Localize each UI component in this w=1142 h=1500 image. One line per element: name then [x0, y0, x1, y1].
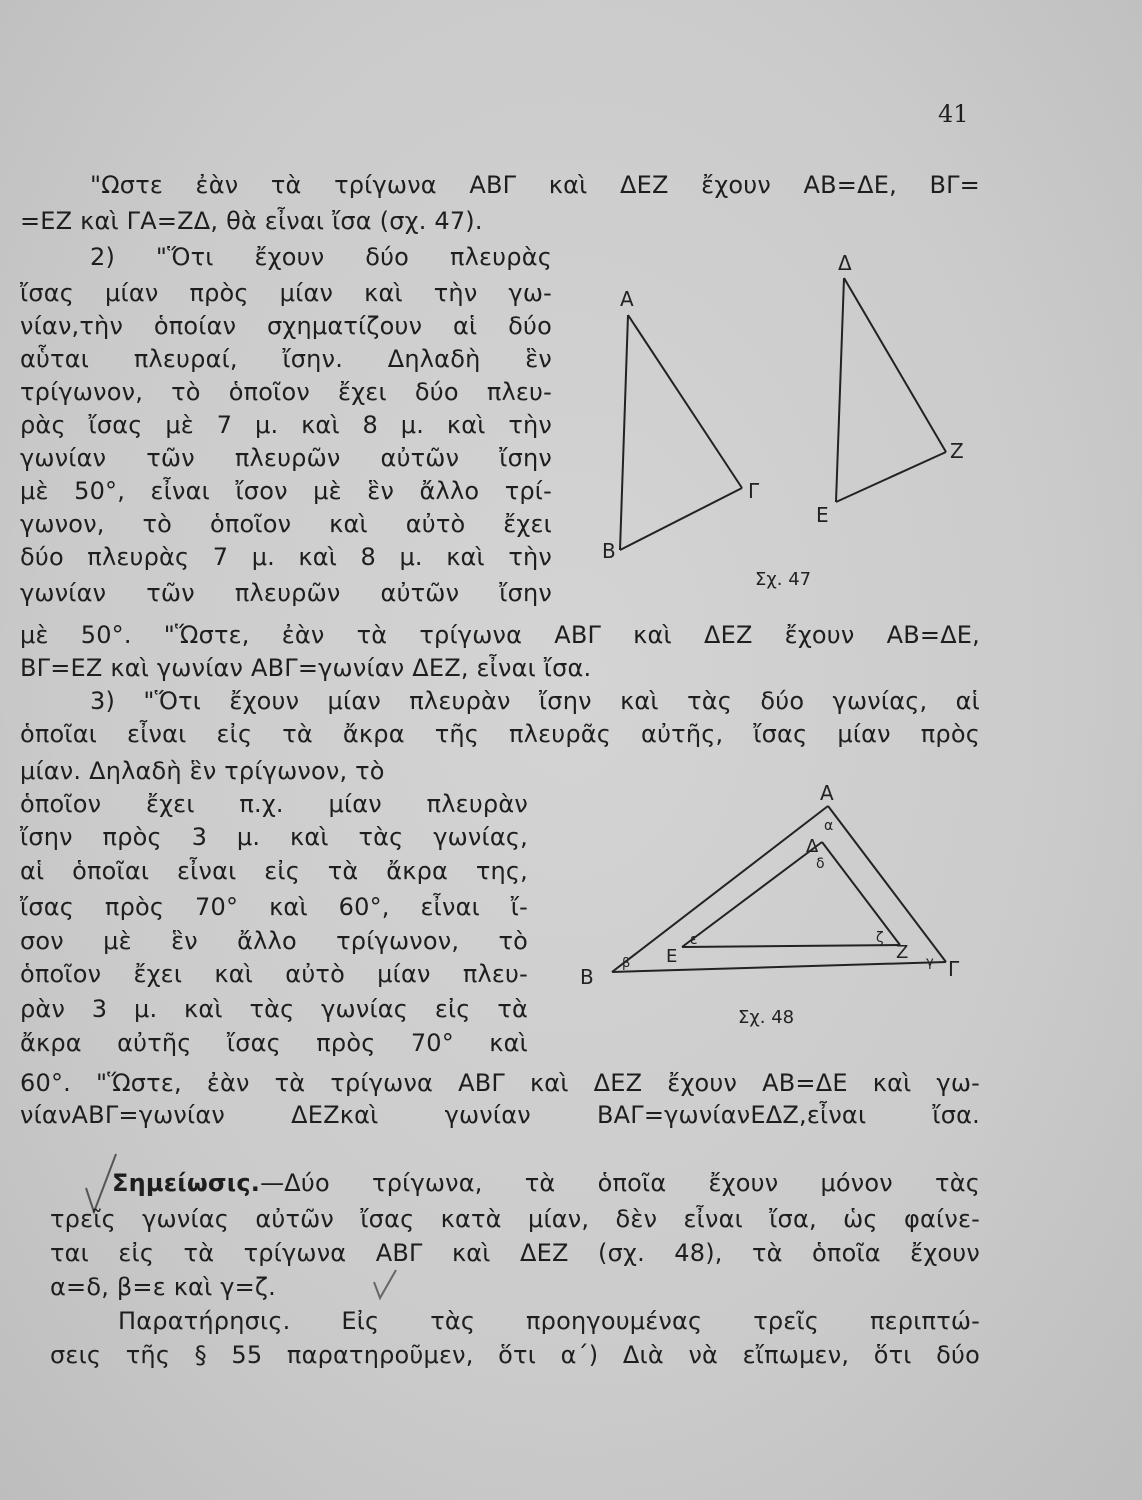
figure-caption: Σχ. 47	[755, 569, 812, 590]
triangle-side	[836, 452, 946, 502]
text-line: μὲ 50°, εἶναι ἴσον μὲ ἓν ἄλλο τρί-	[20, 477, 552, 505]
text-line: ρὰν 3 μ. καὶ τὰς γωνίας εἰς τὰ	[20, 995, 528, 1023]
text-line: ρὰς ἴσας μὲ 7 μ. καὶ 8 μ. καὶ τὴν	[20, 411, 552, 439]
triangle-side	[682, 842, 822, 947]
triangle-side	[612, 962, 946, 972]
text-line: νίανΑΒΓ=γωνίαν ΔΕΖκαὶ γωνίαν ΒΑΓ=γωνίανΕΔΖ,εἶναι ἴσα.	[20, 1101, 980, 1129]
text-line: 60°. "Ὥστε, ἐὰν τὰ τρίγωνα ΑΒΓ καὶ ΔΕΖ ἔχουν ΑΒ=ΔΕ καὶ γω-	[20, 1069, 980, 1097]
text-line: ἴσην πρὸς 3 μ. καὶ τὰς γωνίας,	[20, 823, 528, 851]
vertex-label: Γ	[748, 479, 760, 503]
vertex-label: Β	[580, 965, 594, 989]
figure-47	[570, 240, 990, 600]
angle-label: β	[622, 956, 631, 971]
text-line: =ΕΖ καὶ ΓΑ=ΖΔ, θὰ εἶναι ἴσα (σχ. 47).	[20, 207, 483, 235]
text-line: —Δύο τρίγωνα, τὰ ὁποῖα ἔχουν μόνον τὰς	[260, 1169, 980, 1197]
vertex-label: Ζ	[896, 942, 909, 963]
vertex-label: Δ	[806, 836, 819, 857]
text-line: γωνον, τὸ ὁποῖον καὶ αὐτὸ ἔχει	[20, 510, 552, 538]
text-line: Παρατήρησις. Εἰς τὰς προηγουμένας τρεῖς περιπτώ-	[118, 1307, 980, 1335]
text-line: αὗται πλευραί, ἴσην. Δηλαδὴ ἓν	[20, 345, 552, 373]
triangle-side	[620, 488, 742, 550]
text-line: τρίγωνον, τὸ ὁποῖον ἔχει δύο πλευ-	[20, 378, 552, 406]
triangle-side	[844, 278, 946, 452]
page-number: 41	[938, 100, 969, 128]
figure-48	[570, 780, 990, 1050]
text-line: σον μὲ ἓν ἄλλο τρίγωνον, τὸ	[20, 927, 528, 955]
vertex-label: Ε	[816, 503, 829, 527]
vertex-label: Γ	[948, 957, 960, 981]
triangle-side	[828, 806, 946, 962]
vertex-label: Δ	[838, 251, 852, 275]
vertex-label: Α	[620, 287, 634, 311]
triangle-side	[836, 278, 844, 502]
check-mark-icon	[370, 1268, 400, 1302]
text-line: ἄκρα αὐτῆς ἴσας πρὸς 70° καὶ	[20, 1029, 528, 1057]
text-line: τρεῖς γωνίας αὐτῶν ἴσας κατὰ μίαν, δὲν εἶναι ἴσα, ὡς φαίνε-	[50, 1205, 980, 1233]
triangle-side	[682, 945, 900, 947]
note-first-line	[112, 1168, 980, 1198]
figure-caption: Σχ. 48	[738, 1007, 795, 1028]
text-line: ὁποῖον ἔχει καὶ αὐτὸ μίαν πλευ-	[20, 960, 528, 988]
text-line: μίαν. Δηλαδὴ ἓν τρίγωνον, τὸ	[20, 757, 385, 785]
text-line: "Ωστε ἐὰν τὰ τρίγωνα ΑΒΓ καὶ ΔΕΖ ἔχουν ΑΒ=ΔΕ, ΒΓ=	[90, 171, 980, 199]
text-line: ὁποῖαι εἶναι εἰς τὰ ἄκρα τῆς πλευρᾶς αὐτῆς, ἴσας μίαν πρὸς	[20, 720, 980, 748]
text-line: ἴσας πρὸς 70° καὶ 60°, εἶναι ἴ-	[20, 893, 528, 921]
text-line: ἴσας μίαν πρὸς μίαν καὶ τὴν γω-	[20, 279, 552, 307]
text-line: 2) "Ὅτι ἔχουν δύο πλευρὰς	[90, 243, 552, 271]
angle-label: ζ	[876, 930, 884, 946]
vertex-label: Β	[602, 539, 616, 563]
vertex-label: Α	[820, 781, 834, 805]
text-line: αἱ ὁποῖαι εἶναι εἰς τὰ ἄκρα της,	[20, 857, 528, 885]
text-line: ΒΓ=ΕΖ καὶ γωνίαν ΑΒΓ=γωνίαν ΔΕΖ, εἶναι ἴσα.	[20, 654, 592, 682]
angle-label: α	[824, 818, 834, 834]
text-line: δύο πλευρὰς 7 μ. καὶ 8 μ. καὶ τὴν	[20, 543, 552, 571]
triangle-side	[822, 842, 900, 945]
text-line: ὁποῖον ἔχει π.χ. μίαν πλευρὰν	[20, 790, 528, 818]
text-line: νίαν,τὴν ὁποίαν σχηματίζουν αἱ δύο	[20, 312, 552, 340]
note-heading: Σημείωσις.	[112, 1169, 261, 1197]
triangle-side	[620, 315, 628, 550]
angle-label: γ	[926, 955, 934, 970]
angle-label: δ	[816, 856, 825, 872]
text-line: 3) "Ὅτι ἔχουν μίαν πλευρὰν ἴσην καὶ τὰς δύο γωνίας, αἱ	[90, 687, 980, 715]
text-line: γωνίαν τῶν πλευρῶν αὐτῶν ἴσην	[20, 444, 552, 472]
text-line: γωνίαν τῶν πλευρῶν αὐτῶν ἴσην	[20, 579, 552, 607]
triangle-side	[628, 315, 742, 488]
vertex-label: Ε	[666, 946, 678, 967]
text-line: μὲ 50°. "Ὥστε, ἐὰν τὰ τρίγωνα ΑΒΓ καὶ ΔΕΖ ἔχουν ΑΒ=ΔΕ,	[20, 621, 980, 649]
angle-label: ε	[690, 932, 698, 948]
text-line: α=δ, β=ε καὶ γ=ζ.	[50, 1273, 277, 1301]
vertex-label: Ζ	[950, 439, 964, 463]
text-line: ται εἰς τὰ τρίγωνα ΑΒΓ καὶ ΔΕΖ (σχ. 48), τὰ ὁποῖα ἔχουν	[50, 1239, 980, 1267]
text-line: σεις τῆς § 55 παρατηροῦμεν, ὅτι α΄) Διὰ νὰ εἴπωμεν, ὅτι δύο	[50, 1341, 980, 1369]
